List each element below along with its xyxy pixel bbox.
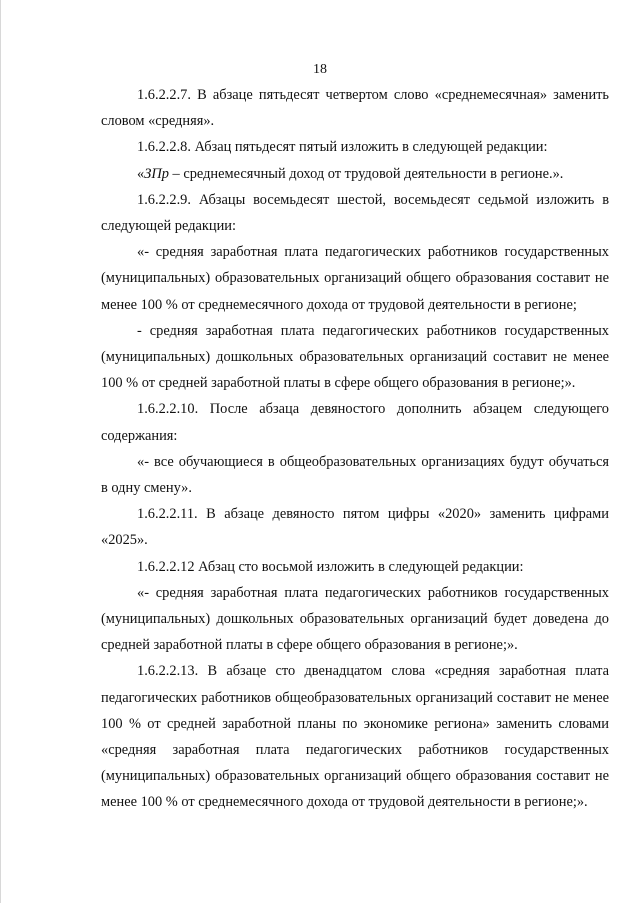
paragraph-2: 1.6.2.2.8. Абзац пятьдесят пятый изложить в следующей редакции:	[137, 139, 548, 156]
paragraph-12: 1.6.2.2.13. В абзаце сто двенадцатом слова «средняя заработная плата педагогических работников общеобразовательных организаций составит не менее 100 % от средней заработной планы по экономике региона» заменить словами «средняя заработная плата педагогических работников государственных (муниципальных) образовательных организаций общего образования составит не менее 100 % от среднемесячного дохода от трудовой деятельности в регионе;».	[101, 663, 609, 811]
paragraph-1: 1.6.2.2.7. В абзаце пятьдесят четвертом слово «среднемесячная» заменить словом «средняя».	[101, 87, 609, 130]
paragraph-11: «- средняя заработная плата педагогических работников государственных (муниципальных) дошкольных образовательных организаций будет доведена до средней заработной платы в сфере общего образования в регионе;».	[101, 584, 609, 654]
paragraph-3	[101, 161, 609, 187]
paragraph-5: «- средняя заработная плата педагогических работников государственных (муниципальных) образовательных организаций общего образования составит не менее 100 % от среднемесячного дохода от трудовой деятельности в регионе;	[101, 244, 609, 313]
paragraph-6: - средняя заработная плата педагогических работников государственных (муниципальных) дошкольных образовательных организаций составит не менее 100 % от средней заработной платы в сфере общего образования в регионе;».	[101, 322, 609, 392]
paragraph-4: 1.6.2.2.9. Абзацы восемьдесят шестой, восемьдесят седьмой изложить в следующей редакции:	[101, 191, 609, 235]
paragraph-7: 1.6.2.2.10. После абзаца девяностого дополнить абзацем следующего содержания:	[101, 401, 609, 444]
paragraph-10: 1.6.2.2.12 Абзац сто восьмой изложить в следующей редакции:	[137, 558, 524, 575]
opening-quote: «	[137, 165, 145, 182]
scan-edge	[0, 0, 1, 903]
formula-definition: – среднемесячный доход от трудовой деятельности в регионе.».	[168, 165, 564, 182]
page-number: 18	[313, 62, 327, 77]
document-body	[101, 82, 609, 816]
paragraph-9: 1.6.2.2.11. В абзаце девяносто пятом цифры «2020» заменить цифрами «2025».	[101, 506, 609, 549]
formula-term: ЗПр	[144, 165, 169, 182]
paragraph-8: «- все обучающиеся в общеобразовательных организациях будут обучаться в одну смену».	[101, 453, 609, 497]
